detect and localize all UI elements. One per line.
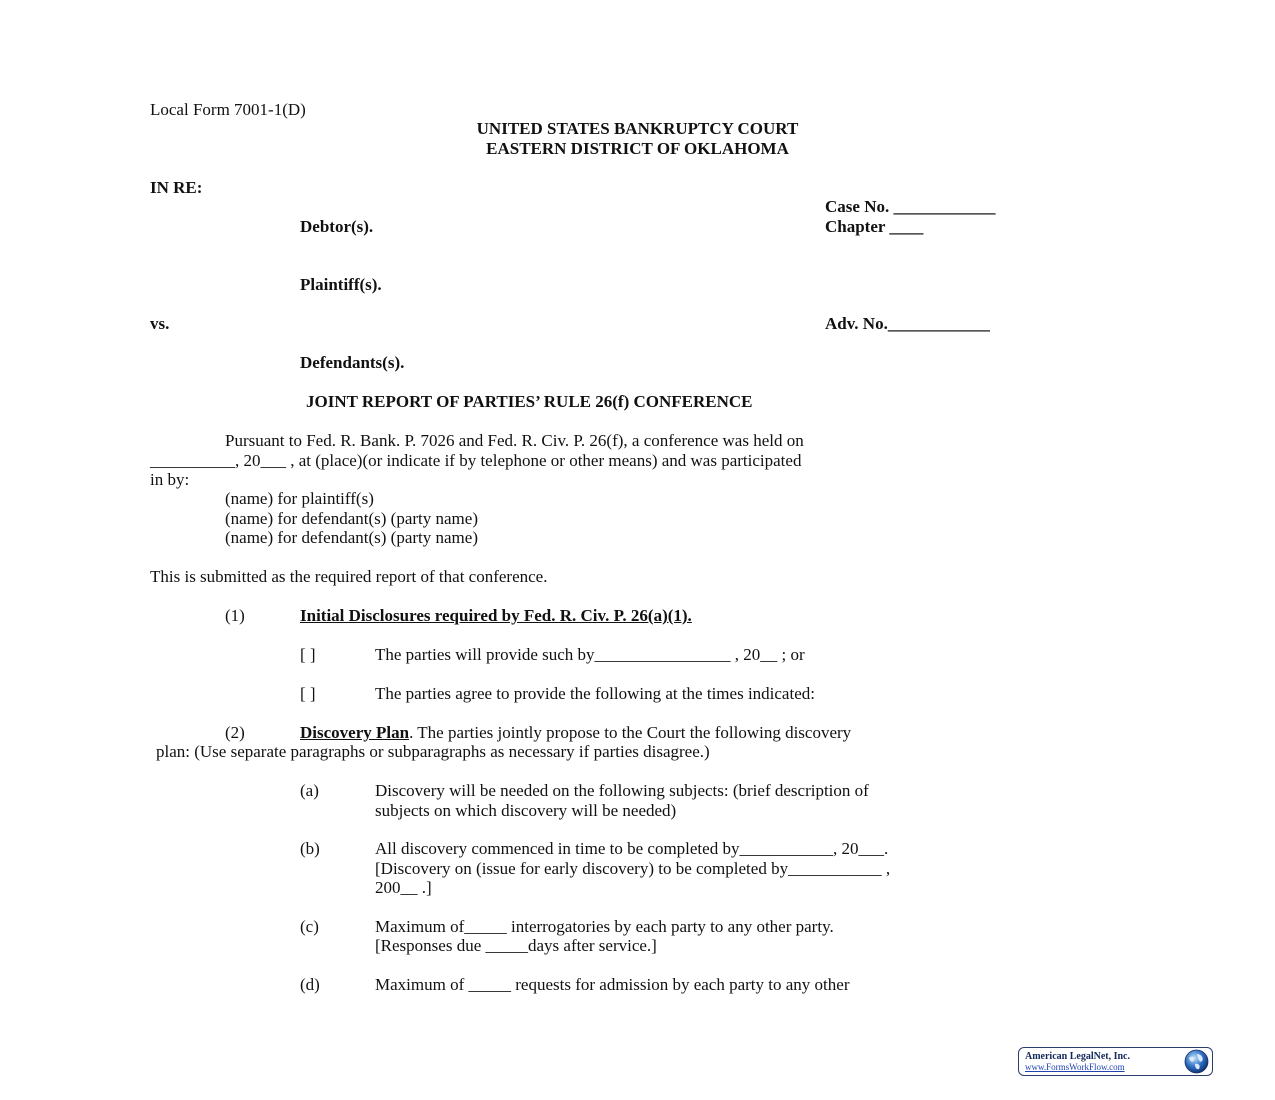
intro-line-2: __________, 20___ , at (place)(or indicate if by telephone or other means) and was participated: [150, 451, 802, 470]
defendants-label: Defendants(s).: [300, 353, 405, 372]
court-district: EASTERN DISTRICT OF OKLAHOMA: [486, 139, 789, 158]
participant-defendant-1: (name) for defendant(s) (party name): [225, 509, 478, 528]
item-b-line-3: 200__ .]: [375, 878, 432, 897]
intro-line-1: Pursuant to Fed. R. Bank. P. 7026 and Fed. R. Civ. P. 26(f), a conference was held on: [225, 431, 804, 450]
in-re-label: IN RE:: [150, 178, 203, 197]
logo-company-name: American LegalNet, Inc.: [1025, 1051, 1130, 1062]
section-2-number: (2): [225, 723, 245, 742]
american-legalnet-logo[interactable]: [1018, 1047, 1213, 1076]
section-2-line-2: plan: (Use separate paragraphs or subparagraphs as necessary if parties disagree.): [156, 742, 710, 761]
item-c-letter: (c): [300, 917, 319, 936]
participant-defendant-2: (name) for defendant(s) (party name): [225, 528, 478, 547]
logo-website-link[interactable]: www.FormsWorkFlow.com: [1025, 1062, 1125, 1072]
item-b-line-2: [Discovery on (issue for early discovery) to be completed by___________ ,: [375, 859, 891, 878]
item-c-line-2: [Responses due _____days after service.]: [375, 936, 657, 955]
item-c-line-1: Maximum of_____ interrogatories by each party to any other party.: [375, 917, 834, 936]
item-a-line-1: Discovery will be needed on the following subjects: (brief description of: [375, 781, 869, 800]
submitted-statement: This is submitted as the required report of that conference.: [150, 567, 548, 586]
option-2-text: The parties agree to provide the following at the times indicated:: [375, 684, 815, 703]
versus-label: vs.: [150, 314, 170, 333]
chapter-field: Chapter ____: [825, 217, 924, 236]
item-b-letter: (b): [300, 839, 320, 858]
section-2-line-1: [300, 723, 851, 743]
globe-icon: [1184, 1049, 1209, 1074]
item-a-letter: (a): [300, 781, 319, 800]
plaintiffs-label: Plaintiff(s).: [300, 275, 382, 294]
item-b-line-1: All discovery commenced in time to be completed by___________, 20___.: [375, 839, 889, 858]
adversary-number-field: Adv. No.____________: [825, 314, 990, 333]
item-d-line-1: Maximum of _____ requests for admission by each party to any other: [375, 975, 850, 994]
checkbox-option-1: [ ]: [300, 645, 316, 664]
participant-plaintiff: (name) for plaintiff(s): [225, 489, 374, 508]
case-number-field: Case No. ____________: [825, 197, 996, 216]
item-d-letter: (d): [300, 975, 320, 994]
form-number: Local Form 7001-1(D): [150, 100, 306, 119]
section-2-heading: Discovery Plan: [300, 723, 410, 742]
court-name: UNITED STATES BANKRUPTCY COURT: [476, 119, 799, 138]
section-1-number: (1): [225, 606, 245, 625]
section-2-text: . The parties jointly propose to the Court the following discovery: [409, 723, 852, 742]
document-title: JOINT REPORT OF PARTIES’ RULE 26(f) CONFERENCE: [306, 392, 753, 411]
item-a-line-2: subjects on which discovery will be needed): [375, 801, 677, 820]
intro-line-3: in by:: [150, 470, 190, 489]
checkbox-option-2: [ ]: [300, 684, 316, 703]
option-1-text: The parties will provide such by________________ , 20__ ; or: [375, 645, 805, 664]
debtors-label: Debtor(s).: [300, 217, 374, 236]
section-1-heading: Initial Disclosures required by Fed. R. Civ. P. 26(a)(1).: [300, 606, 692, 625]
